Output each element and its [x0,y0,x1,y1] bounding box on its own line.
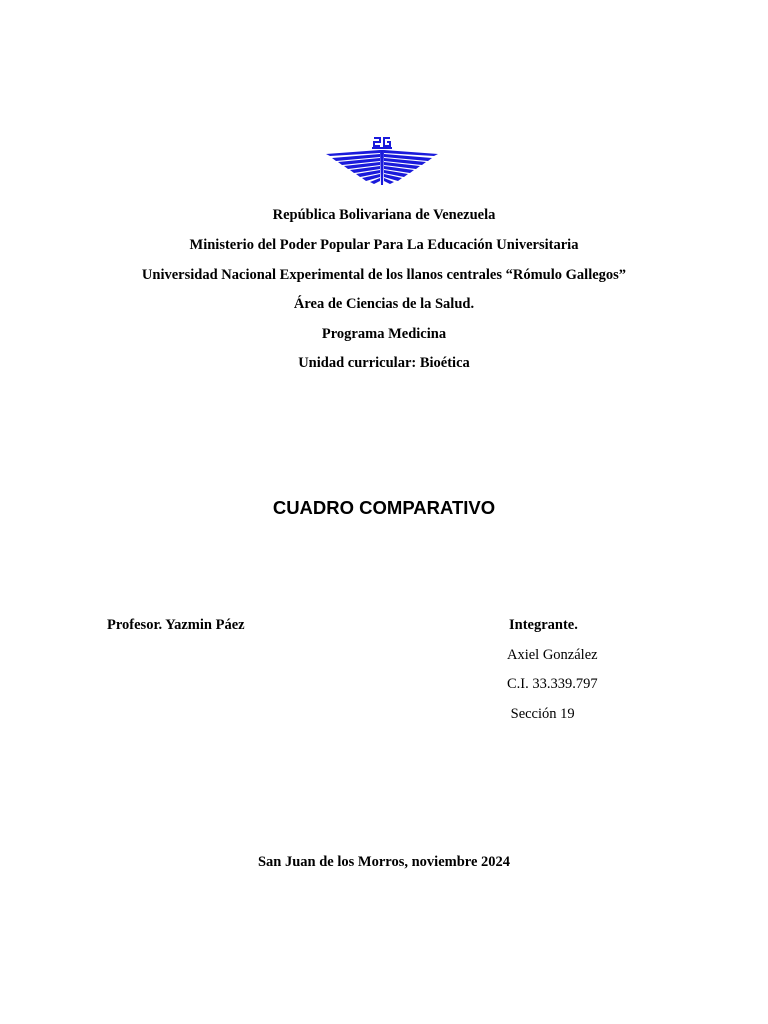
member-section: Sección 19 [507,706,575,722]
header-country: República Bolivariana de Venezuela [272,207,496,223]
member-id: C.I. 33.339.797 [507,676,598,692]
header-program: Programa Medicina [321,326,447,342]
header-university: Universidad Nacional Experimental de los llanos centrales “Rómulo Gallegos” [141,267,627,283]
professor-label: Profesor. Yazmin Páez [107,617,245,633]
header-area: Área de Ciencias de la Salud. [293,296,475,312]
university-emblem-icon [324,134,440,186]
footer-place-date: San Juan de los Morros, noviembre 2024 [257,854,511,870]
document-title: CUADRO COMPARATIVO [272,497,496,518]
header-ministry: Ministerio del Poder Popular Para La Educación Universitaria [189,237,579,253]
header-course: Unidad curricular: Bioética [298,355,470,371]
member-name: Axiel González [507,647,598,663]
member-heading: Integrante. [509,617,578,633]
